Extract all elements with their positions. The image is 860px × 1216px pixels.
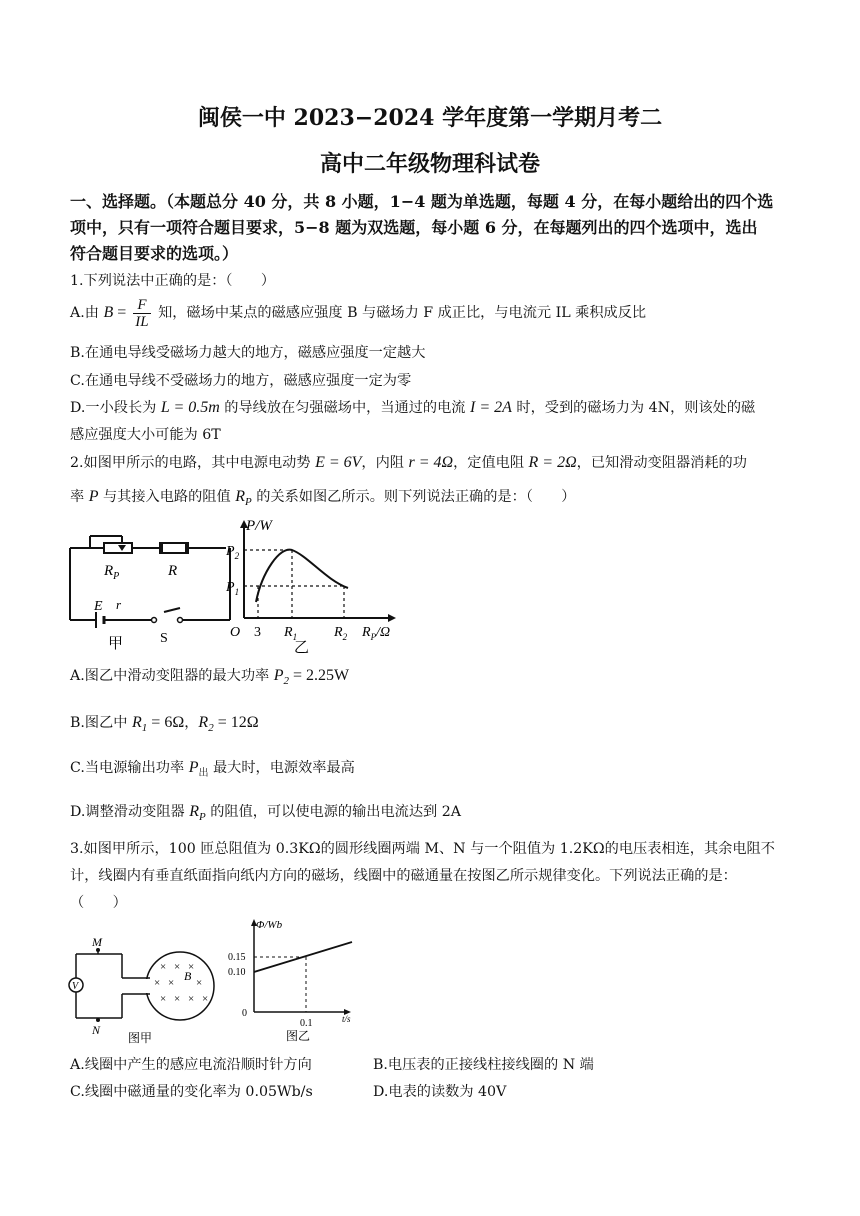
q2-b-separator: ， <box>184 715 199 731</box>
q2-a-value: = 2.25W <box>289 667 350 684</box>
q3-terminal-m: M <box>92 935 102 949</box>
q2-graph-ylabel: P/W <box>246 518 272 534</box>
q2-b-text: B.图乙中 <box>70 715 133 731</box>
q2-stem2-a: 率 <box>70 489 89 505</box>
q3-stem-line1: 3.如图甲所示，100 匝总阻值为 0.3KΩ的圆形线圈两端 M、N 与一个阻值为 1.2KΩ的电压表相连，其余电阻不 <box>70 841 775 857</box>
q3-graph-tick-010: 0.10 <box>228 967 246 978</box>
section-heading-line1: 一、选择题。（本题总分 40 分，共 8 小题，1−4 题为单选题，每题 4 分，在每小题给出的四个选 <box>70 192 774 211</box>
q2-circuit-rp-label: $R_P$ <box>104 563 120 582</box>
q1-d-length: L = 0.5m <box>160 399 220 416</box>
q2-rp-symbol: R <box>235 488 245 505</box>
q2-graph-origin: O <box>230 625 241 640</box>
q3-graph-tick-015: 0.15 <box>228 952 246 963</box>
q2-circuit-s-label: S <box>160 631 168 646</box>
q2-b-r2-value: = 12Ω <box>213 714 259 731</box>
svg-text:×: × <box>188 993 195 1005</box>
q3-voltmeter-label: V <box>72 981 79 992</box>
q1-option-b: B.在通电导线受磁场力越大的地方，磁感应强度一定越大 <box>70 345 426 361</box>
q2-rp-subscript: P <box>244 495 252 508</box>
exam-title: 闽侯一中 2023−2024 学年度第一学期月考二 <box>197 105 663 131</box>
svg-text:×: × <box>196 977 203 989</box>
svg-text:×: × <box>174 961 181 973</box>
q3-field-b-label: B <box>184 969 192 983</box>
q1-d-current: I = 2A <box>470 399 512 416</box>
q2-graph-p2-label: $P_2$ <box>226 544 240 561</box>
q2-a-text: A.图乙中滑动变阻器的最大功率 <box>70 668 274 684</box>
q2-circuit-figure <box>66 520 236 652</box>
q3-graph-xlabel: t/s <box>342 1014 351 1024</box>
q2-d-text: D.调整滑动变阻器 <box>70 804 190 820</box>
q2-d-symbol: R <box>189 803 199 820</box>
svg-text:×: × <box>174 993 181 1005</box>
q1-d-prefix: D.一小段长为 <box>70 400 161 416</box>
q1-a-prefix: A.由 <box>70 305 104 321</box>
q2-a-subscript: 2 <box>283 674 289 687</box>
q1-option-d-line2: 感应强度大小可能为 6T <box>70 427 221 443</box>
q2-power-graph <box>222 518 402 656</box>
svg-text:×: × <box>160 961 167 973</box>
q2-circuit-e-label: E <box>94 599 103 614</box>
q1-d-middle: 的导线放在匀强磁场中，当通过的电流 <box>219 400 471 416</box>
q2-power-symbol: P <box>88 488 99 505</box>
q2-stem-text-c: ，定值电阻 <box>453 455 529 471</box>
q2-c-symbol: P <box>188 759 199 776</box>
q2-option-a <box>70 665 349 687</box>
q2-stem2-c: 的关系如图乙所示。则下列说法正确的是：（ ） <box>251 489 576 505</box>
exam-subtitle: 高中二年级物理科试卷 <box>319 151 540 177</box>
q2-circuit-r-label: R <box>168 563 178 579</box>
svg-text:×: × <box>154 977 161 989</box>
q3-coil-figure <box>64 934 224 1046</box>
q2-c-suffix: 最大时，电源效率最高 <box>208 760 355 776</box>
q2-b-r2-subscript: 2 <box>208 721 214 734</box>
q2-power-curve <box>256 550 348 602</box>
q2-d-suffix: 的阻值，可以使电源的输出电流达到 2A <box>205 804 462 820</box>
svg-text:×: × <box>168 977 175 989</box>
q3-option-c: C.线圈中磁通量的变化率为 0.05Wb/s <box>70 1084 313 1100</box>
q3-figure-yi-caption: 图乙 <box>286 1029 311 1042</box>
q3-figure-jia-caption: 图甲 <box>128 1031 153 1045</box>
q2-stem-text-a: 2.如图甲所示的电路，其中电源电动势 <box>70 455 316 471</box>
q1-a-denominator: IL <box>135 313 149 330</box>
q2-graph-tick-r2: $R_2$ <box>334 625 348 642</box>
q2-figure-yi-caption: 乙 <box>294 640 310 656</box>
q3-magnetic-field-crosses <box>154 961 208 1005</box>
q2-b-r1-value: = 6Ω <box>147 714 185 731</box>
q2-emf: E = 6V <box>315 454 362 471</box>
q2-graph-xlabel: $R_P/\Omega$ <box>362 625 391 642</box>
q3-flux-graph <box>224 916 360 1042</box>
q1-a-text: 知，磁场中某点的磁感应强度 B 与磁场力 F 成正比，与电流元 IL 乘积成反比 <box>153 305 647 321</box>
q2-b-r2-symbol: R <box>198 714 209 731</box>
q2-c-text: C.当电源输出功率 <box>70 760 189 776</box>
section-heading-line3: 符合题目要求的选项。） <box>70 244 239 263</box>
q1-a-numerator: F <box>133 297 150 314</box>
q3-terminal-n: N <box>92 1023 101 1037</box>
q2-option-c <box>70 757 355 779</box>
q1-stem: 1.下列说法中正确的是：（ ） <box>70 273 276 289</box>
q2-internal-resistance: r = 4Ω <box>408 454 454 471</box>
q2-b-r1-subscript: 1 <box>141 721 148 734</box>
q3-stem-line3: （ ） <box>70 895 127 911</box>
q3-stem-line2: 计，线圈内有垂直纸面指向纸内方向的磁场，线圈中的磁通量在按图乙所示规律变化。下列说法正确的是： <box>70 868 737 884</box>
q2-fixed-resistance: R = 2Ω <box>528 454 577 471</box>
q2-circuit-r-small-label: r <box>116 597 122 612</box>
q2-option-b <box>70 712 259 734</box>
q2-b-r1-symbol: R <box>132 714 142 731</box>
q2-stem-line1 <box>70 452 747 472</box>
q3-graph-tick-01: 0.1 <box>300 1018 313 1029</box>
q2-stem-text-d: ，已知滑动变阻器消耗的功 <box>576 455 747 471</box>
svg-text:×: × <box>188 961 195 973</box>
q1-option-d-line1 <box>70 397 755 417</box>
q2-c-subscript: 出 <box>198 767 209 779</box>
q2-stem2-b: 与其接入电路的阻值 <box>98 489 236 505</box>
section-heading-line2: 项中，只有一项符合题目要求，5−8 题为双选题，每小题 6 分，在每题列出的四个选项中，选出 <box>70 218 758 237</box>
q3-option-a: A.线圈中产生的感应电流沿顺时针方向 <box>70 1057 312 1073</box>
q1-a-lhs: B <box>103 304 114 321</box>
q2-graph-p1-label: $P_1$ <box>226 580 240 597</box>
svg-text:×: × <box>160 993 167 1005</box>
q2-a-symbol: P <box>273 667 284 684</box>
q3-graph-ylabel: Φ/Wb <box>256 919 283 931</box>
q1-option-a: A.由 B = $\frac{F}{IL}$ 知，磁场中某点的磁感应强度 B 与磁场力 F 成正比，与电流元 IL 乘积成反比 <box>70 296 647 330</box>
q1-d-suffix: 时，受到的磁场力为 4N，则该处的磁 <box>511 400 756 416</box>
q3-graph-origin: 0 <box>242 1008 247 1019</box>
q2-graph-tick-r1: $R_1$ <box>284 625 298 642</box>
q1-a-fraction <box>133 297 150 330</box>
q2-d-subscript: P <box>198 810 206 823</box>
q3-option-d: D.电表的读数为 40V <box>373 1084 507 1100</box>
q2-option-d <box>70 801 461 823</box>
q2-graph-tick-3: 3 <box>254 625 261 640</box>
svg-text:×: × <box>202 993 209 1005</box>
q2-stem-line2 <box>70 486 575 508</box>
q2-figure-jia-caption: 甲 <box>108 636 124 652</box>
q1-option-c: C.在通电导线不受磁场力的地方，磁感应强度一定为零 <box>70 373 412 389</box>
q3-option-b: B.电压表的正接线柱接线圈的 N 端 <box>373 1057 594 1073</box>
q2-stem-text-b: ，内阻 <box>361 455 409 471</box>
